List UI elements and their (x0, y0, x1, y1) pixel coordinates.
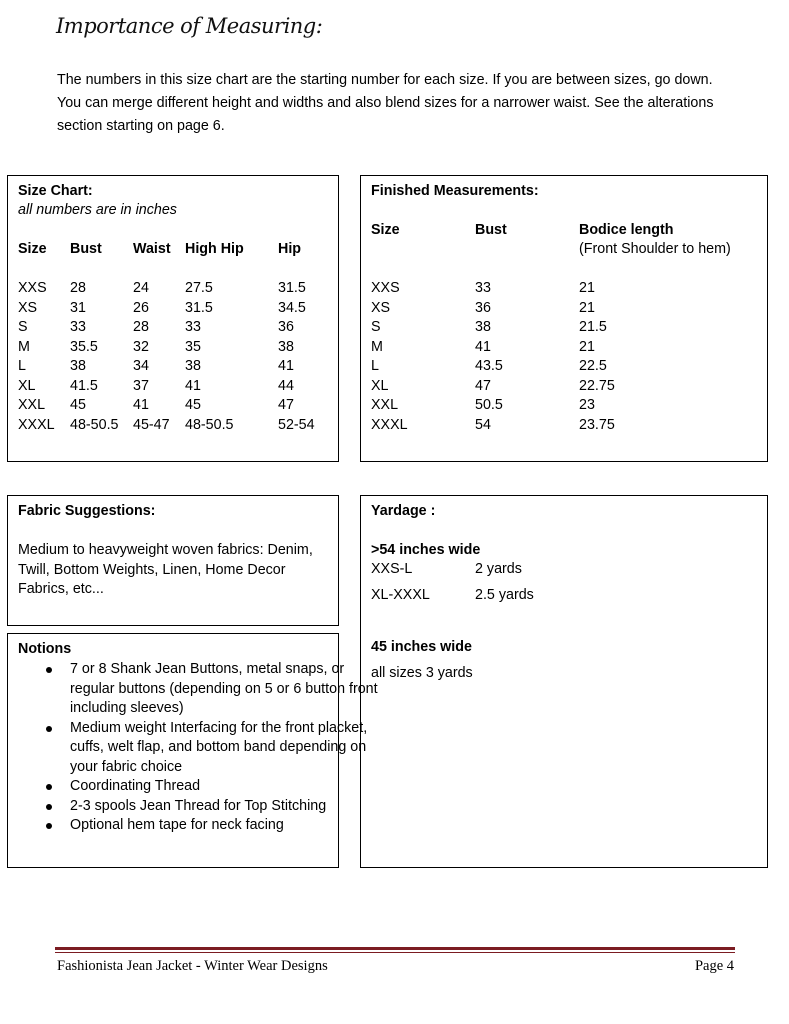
finished-cell: L (371, 358, 379, 374)
notions-item: Optional hem tape for neck facing (70, 816, 382, 836)
size-chart-cell: 31 (70, 299, 86, 316)
size-chart-subtitle: all numbers are in inches (18, 202, 177, 218)
size-chart-cell: 35 (185, 338, 201, 355)
size-chart-cell: 27.5 (185, 280, 213, 296)
size-chart-cell: 34 (133, 358, 149, 374)
finished-header: Bust (475, 222, 507, 238)
finished-cell: S (371, 319, 381, 335)
size-chart-cell: 31.5 (278, 280, 306, 296)
finished-cell: 21.5 (579, 319, 607, 335)
size-chart-cell: XL (18, 377, 36, 394)
size-chart-cell: 45 (70, 397, 86, 413)
size-chart-cell: XXS (18, 280, 47, 296)
size-chart-cell: 41 (133, 397, 149, 413)
finished-cell: 36 (475, 299, 491, 316)
finished-cell: 22.5 (579, 358, 607, 374)
size-chart-cell: 45-47 (133, 416, 170, 433)
notions-item: 7 or 8 Shank Jean Buttons, metal snaps, or regular buttons (depending on 5 or 6 button front including sleeves) (70, 660, 382, 719)
footer-title: Fashionista Jean Jacket - Winter Wear Designs (57, 958, 328, 974)
size-chart-cell: S (18, 319, 28, 335)
finished-header: Size (371, 222, 400, 238)
size-chart-cell: 41 (185, 377, 201, 394)
size-chart-cell: 34.5 (278, 299, 306, 316)
size-chart-cell: M (18, 338, 30, 355)
fabric-text: Medium to heavyweight woven fabrics: Denim, Twill, Bottom Weights, Linen, Home Decor Fabrics, etc... (18, 542, 313, 597)
size-chart-cell: 48-50.5 (70, 416, 119, 433)
size-chart-cell: L (18, 358, 26, 374)
yardage-box (360, 495, 768, 868)
notions-list (18, 660, 382, 836)
size-chart-cell: 35.5 (70, 338, 98, 355)
size-chart-cell: 45 (185, 397, 201, 413)
finished-title: Finished Measurements: (371, 183, 539, 199)
size-chart-cell: 28 (70, 280, 86, 296)
notions-item: Coordinating Thread (70, 777, 382, 797)
size-chart-cell: 38 (278, 338, 294, 355)
yardage-54-size: XL-XXXL (371, 587, 430, 603)
size-chart-cell: 38 (185, 358, 201, 374)
size-chart-cell: 36 (278, 319, 294, 335)
size-chart-box (7, 175, 339, 462)
size-chart-cell: 37 (133, 377, 149, 394)
finished-cell: XXS (371, 280, 400, 296)
finished-measurements-box (360, 175, 768, 462)
size-chart-cell: 47 (278, 397, 294, 413)
size-chart-cell: 33 (185, 319, 201, 335)
finished-cell: 22.75 (579, 377, 615, 394)
size-chart-cell: 32 (133, 338, 149, 355)
finished-cell: 21 (579, 299, 595, 316)
finished-cell: XXXL (371, 416, 408, 433)
size-chart-cell: 48-50.5 (185, 416, 234, 433)
finished-cell: 21 (579, 280, 595, 296)
finished-cell: 41 (475, 338, 491, 355)
size-chart-cell: 41 (278, 358, 294, 374)
size-chart-cell: 52-54 (278, 416, 315, 433)
finished-cell: 33 (475, 280, 491, 296)
fabric-title: Fabric Suggestions: (18, 503, 156, 519)
yardage-45-text: all sizes 3 yards (371, 665, 473, 681)
finished-cell: 21 (579, 338, 595, 355)
finished-cell: XS (371, 299, 391, 316)
size-chart-cell: 28 (133, 319, 149, 335)
yardage-54-label: >54 inches wide (371, 542, 481, 558)
finished-cell: 23 (579, 397, 595, 413)
size-chart-header: Waist (133, 241, 171, 257)
intro-paragraph: The numbers in this size chart are the starting number for each size. If you are between sizes, go down. You can merge different height and widths and also blend sizes for a narrower waist. See the alterations section starting on page 6. (57, 72, 714, 134)
size-chart-header: Bust (70, 241, 102, 257)
size-chart-header: Size (18, 241, 47, 257)
finished-cell: XL (371, 377, 389, 394)
yardage-54-amount: 2.5 yards (475, 587, 534, 603)
size-chart-header: High Hip (185, 241, 244, 257)
notions-item: Medium weight Interfacing for the front placket, cuffs, welt flap, and bottom band depending on your fabric choice (70, 719, 382, 778)
finished-cell: XXL (371, 397, 399, 413)
size-chart-header: Hip (278, 241, 302, 257)
finished-cell: 38 (475, 319, 491, 335)
footer-rule (55, 952, 735, 953)
notions-item: 2-3 spools Jean Thread for Top Stitching (70, 797, 382, 817)
size-chart-cell: 41.5 (70, 377, 98, 394)
size-chart-cell: 26 (133, 299, 149, 316)
notions-title: Notions (18, 641, 72, 657)
yardage-title: Yardage : (371, 503, 436, 519)
size-chart-cell: XXXL (18, 416, 55, 433)
size-chart-cell: 38 (70, 358, 86, 374)
yardage-54-size: XXS-L (371, 561, 413, 577)
finished-cell: 23.75 (579, 416, 615, 433)
yardage-45-label: 45 inches wide (371, 639, 472, 655)
size-chart-cell: 33 (70, 319, 86, 335)
page-number: Page 4 (694, 958, 734, 974)
size-chart-title: Size Chart: (18, 183, 93, 199)
finished-cell: 47 (475, 377, 491, 394)
finished-cell: 43.5 (475, 358, 503, 374)
finished-header: Bodice length (579, 222, 674, 238)
page-heading: Importance of Measuring: (56, 14, 323, 38)
finished-cell: 54 (475, 416, 491, 433)
size-chart-cell: XXL (18, 397, 46, 413)
notions-box (7, 633, 378, 868)
size-chart-cell: XS (18, 299, 38, 316)
fabric-suggestions-box (7, 495, 339, 626)
size-chart-cell: 24 (133, 280, 149, 296)
size-chart-cell: 44 (278, 377, 294, 394)
footer-rule (55, 947, 735, 950)
yardage-54-amount: 2 yards (475, 561, 522, 577)
finished-cell: M (371, 338, 383, 355)
finished-subheader: (Front Shoulder to hem) (579, 241, 731, 257)
finished-cell: 50.5 (475, 397, 503, 413)
size-chart-cell: 31.5 (185, 299, 213, 316)
